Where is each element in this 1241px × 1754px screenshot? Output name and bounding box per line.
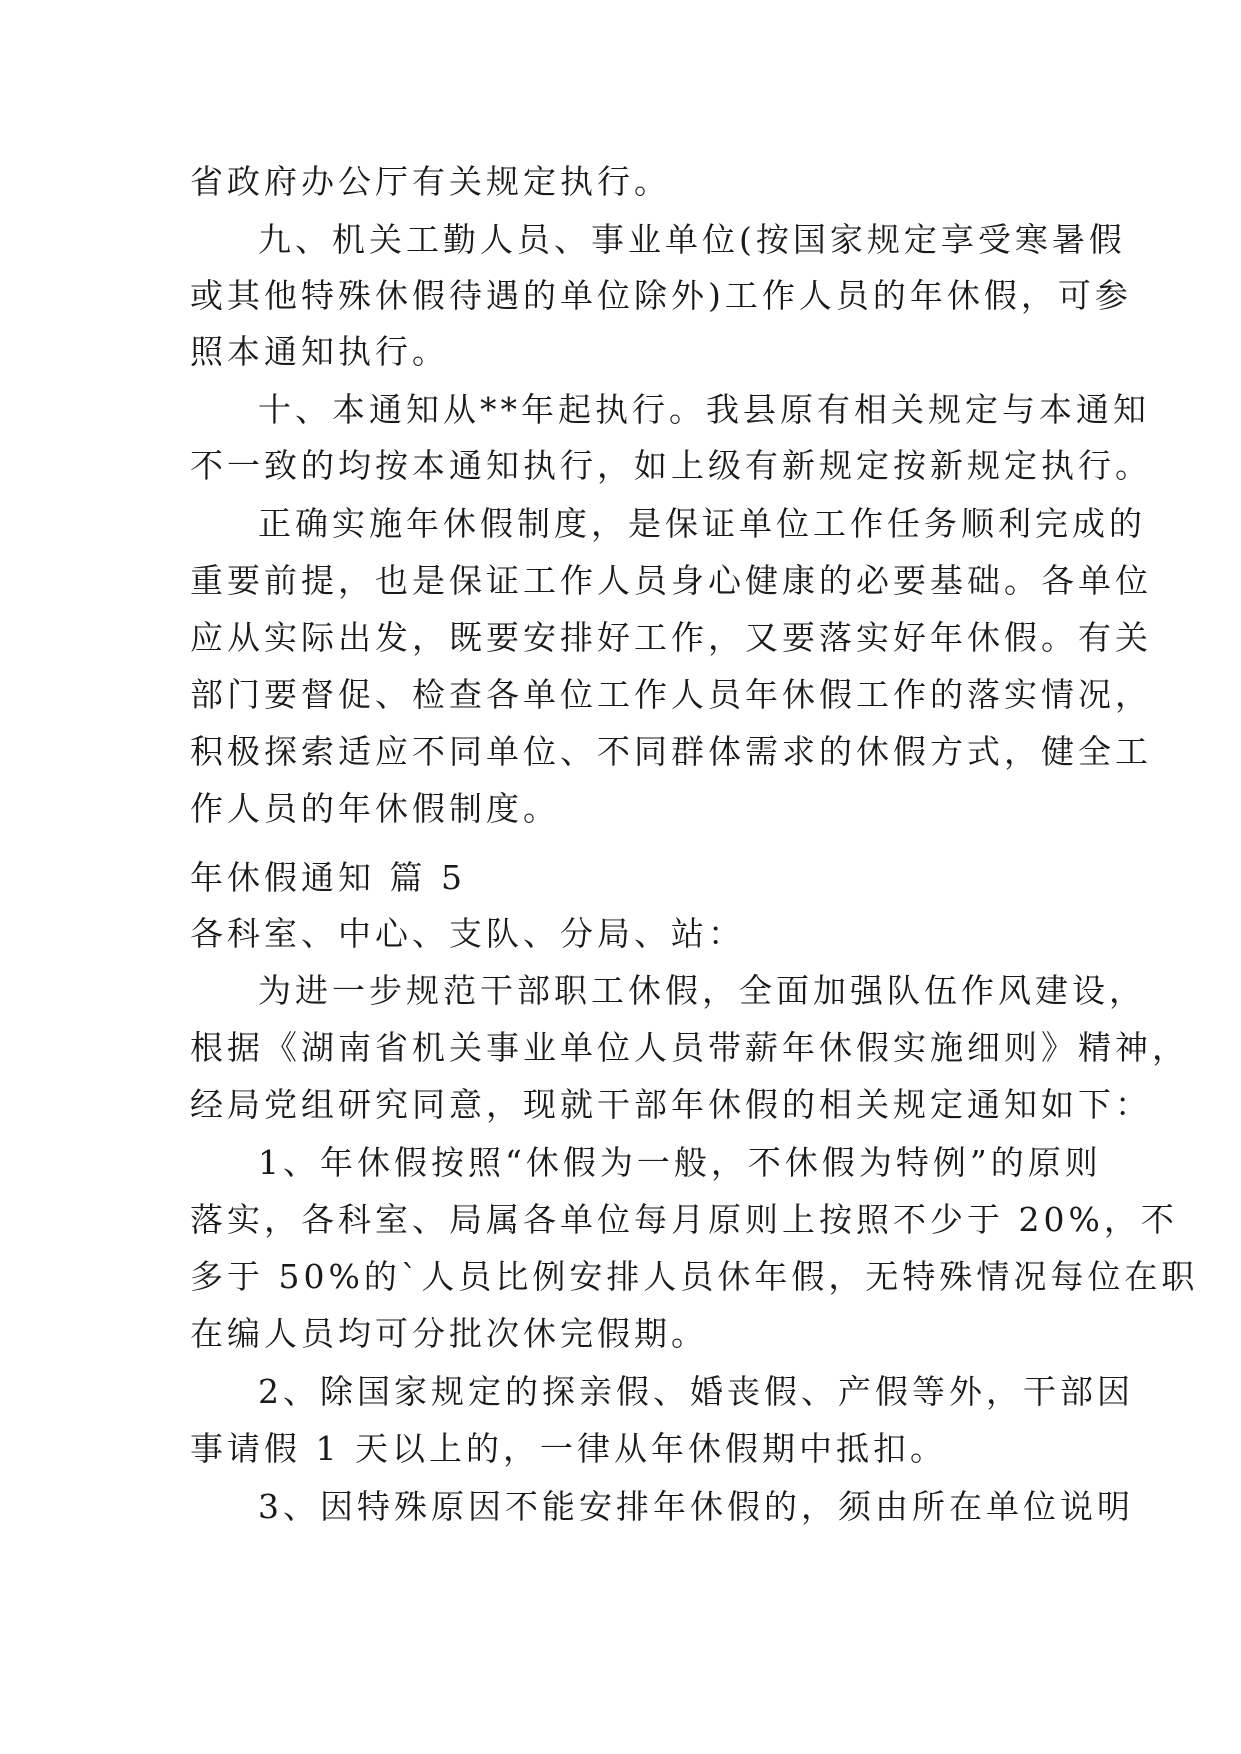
text-line: 省政府办公厅有关规定执行。: [190, 162, 671, 201]
paragraph-item-1: 1、年休假按照“休假为一般，不休假为特例”的原则: [258, 1143, 1102, 1182]
text-line: 在编人员均可分批次休完假期。: [190, 1314, 708, 1353]
text-line: 落实，各科室、局属各单位每月原则上按照不少于 20%，不: [190, 1200, 1178, 1239]
text-line: 或其他特殊休假待遇的单位除外)工作人员的年休假，可参: [190, 276, 1132, 315]
salutation: 各科室、中心、支队、分局、站：: [190, 914, 745, 953]
text-line: 根据《湖南省机关事业单位人员带薪年休假实施细则》精神，: [190, 1028, 1189, 1067]
text-line: 不一致的均按本通知执行，如上级有新规定按新规定执行。: [190, 446, 1152, 485]
text-line: 事请假 1 天以上的，一律从年休假期中抵扣。: [190, 1429, 947, 1468]
text-line: 多于 50%的`人员比例安排人员休年假，无特殊情况每位在职: [190, 1257, 1199, 1296]
paragraph-item-3: 3、因特殊原因不能安排年休假的，须由所在单位说明: [258, 1487, 1134, 1526]
paragraph-summary: 正确实施年休假制度，是保证单位工作任务顺利完成的: [258, 504, 1146, 543]
text-line: 经局党组研究同意，现就干部年休假的相关规定通知如下：: [190, 1085, 1152, 1124]
text-line: 作人员的年休假制度。: [190, 789, 560, 828]
text-line: 照本通知执行。: [190, 332, 449, 371]
paragraph-intro: 为进一步规范干部职工休假，全面加强队伍作风建设，: [258, 971, 1146, 1010]
paragraph-item-2: 2、除国家规定的探亲假、婚丧假、产假等外，干部因: [258, 1372, 1134, 1411]
text-line: 重要前提，也是保证工作人员身心健康的必要基础。各单位: [190, 561, 1152, 600]
paragraph-nine: 九、机关工勤人员、事业单位(按国家规定享受寒暑假: [258, 220, 1126, 259]
text-line: 应从实际出发，既要安排好工作，又要落实好年休假。有关: [190, 618, 1152, 657]
section-heading: 年休假通知 篇 5: [190, 858, 466, 897]
paragraph-ten: 十、本通知从**年起执行。我县原有相关规定与本通知: [258, 390, 1150, 429]
text-line: 积极探索适应不同单位、不同群体需求的休假方式，健全工: [190, 732, 1152, 771]
text-line: 部门要督促、检查各单位工作人员年休假工作的落实情况，: [190, 675, 1152, 714]
